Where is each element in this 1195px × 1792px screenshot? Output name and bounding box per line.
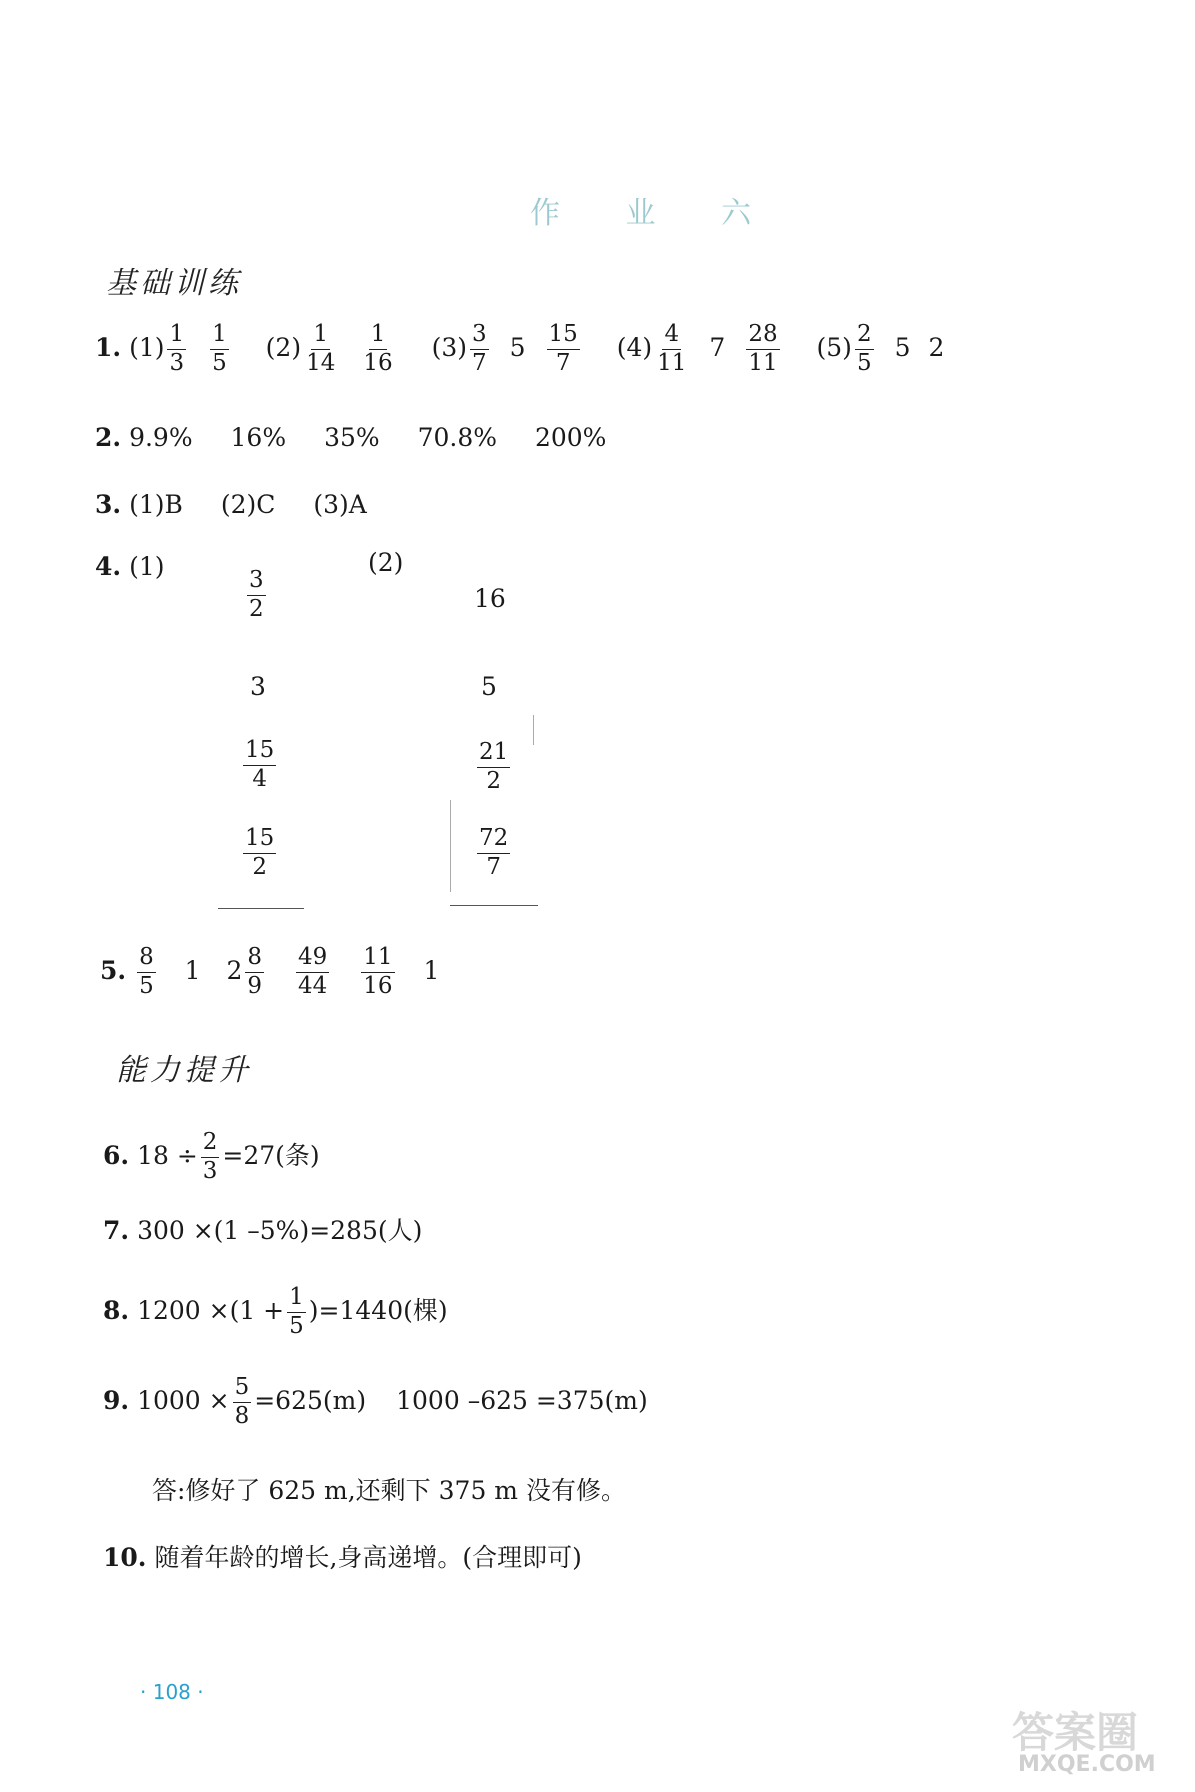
fraction: $\frac{1}{5}$ <box>289 1284 304 1339</box>
expression: 18 ÷ <box>137 1140 198 1170</box>
question-number: 4. <box>95 552 122 581</box>
answer-sentence: 答:修好了 625 m,还剩下 375 m 没有修。 <box>152 1476 626 1505</box>
question-9 <box>103 1375 648 1430</box>
answer: (3)A <box>313 490 367 519</box>
fraction: $\frac{15}{7}$ <box>548 321 578 376</box>
part-label: (3) <box>431 332 467 362</box>
fraction: $\frac{49}{44}$ <box>298 944 328 999</box>
page-title: 作 业 六 <box>530 196 780 231</box>
fraction: $\frac{8}{5}$ <box>139 944 154 999</box>
tree-value <box>240 738 279 793</box>
part-label: (2) <box>368 548 404 577</box>
question-10 <box>103 1545 582 1570</box>
fraction: $\frac{8}{9}$ <box>247 944 263 999</box>
fraction: $\frac{4}{11}$ <box>657 321 687 376</box>
value: 7 <box>709 332 726 362</box>
expression: 1000 –625 =375(m) <box>396 1385 648 1415</box>
question-8 <box>103 1285 448 1340</box>
value: 9.9% <box>129 423 193 452</box>
tree-value: 3 <box>250 672 266 701</box>
fraction: $\frac{3}{2}$ <box>249 567 264 622</box>
question-7 <box>103 1218 422 1243</box>
fraction: $\frac{1}{14}$ <box>306 321 336 376</box>
part-label: (1) <box>129 552 165 581</box>
question-5 <box>100 945 439 1000</box>
value: 70.8% <box>417 423 498 452</box>
tree-base-line <box>450 905 538 906</box>
fraction: $\frac{1}{5}$ <box>212 321 227 376</box>
value: 1 <box>423 955 440 985</box>
value: 16% <box>230 423 287 452</box>
part-label: (4) <box>616 332 653 362</box>
question-number: 5. <box>100 955 127 985</box>
question-number: 10. <box>103 1543 147 1572</box>
tree-value <box>244 568 269 623</box>
answer: (2)C <box>220 490 276 519</box>
watermark-url: MXQE.COM <box>1018 1752 1156 1777</box>
question-number: 3. <box>95 490 122 519</box>
fraction: $\frac{11}{16}$ <box>363 944 393 999</box>
value: 5 <box>509 332 526 362</box>
expression: =27(条) <box>222 1140 320 1170</box>
part-label: (2) <box>265 332 302 362</box>
tree-base-line <box>218 908 304 909</box>
part-label: (1) <box>129 332 165 362</box>
value: 5 <box>894 332 911 362</box>
value: 2 <box>226 955 243 985</box>
answer: (1)B <box>129 490 183 519</box>
tree-value <box>474 826 513 881</box>
question-number: 1. <box>95 332 122 362</box>
question-number: 6. <box>103 1140 130 1170</box>
value: 35% <box>324 423 380 452</box>
expression: 1000 × <box>137 1385 230 1415</box>
question-3 <box>95 492 367 517</box>
tree-value: 5 <box>481 672 497 701</box>
fraction: $\frac{1}{3}$ <box>169 321 185 376</box>
fraction: $\frac{3}{7}$ <box>471 321 487 376</box>
fraction: $\frac{2}{3}$ <box>202 1129 218 1184</box>
question-4 <box>95 554 164 579</box>
question-number: 9. <box>103 1385 130 1415</box>
fraction: $\frac{15}{2}$ <box>245 825 275 880</box>
fraction: $\frac{72}{7}$ <box>479 825 509 880</box>
section-heading-basic: 基础训练 <box>106 266 242 301</box>
section-heading-advanced: 能力提升 <box>116 1053 252 1088</box>
part-label: (5) <box>816 332 852 362</box>
value: 200% <box>534 423 607 452</box>
fraction: $\frac{1}{16}$ <box>363 321 393 376</box>
question-number: 7. <box>103 1216 130 1245</box>
fraction: $\frac{15}{4}$ <box>245 737 275 792</box>
watermark-logo: 答案圈 <box>1012 1708 1139 1757</box>
question-2 <box>95 425 606 450</box>
page-number: · 108 · <box>140 1680 204 1704</box>
expression: =625(m) <box>254 1385 367 1415</box>
fraction: $\frac{2}{5}$ <box>856 321 872 376</box>
expression: 1200 ×(1 + <box>137 1295 285 1325</box>
question-number: 8. <box>103 1295 130 1325</box>
tree-tick <box>533 715 534 745</box>
fraction: $\frac{5}{8}$ <box>234 1374 250 1429</box>
expression: 300 ×(1 –5%)=285(人) <box>137 1216 423 1245</box>
answer-text: 随着年龄的增长,身高递增。(合理即可) <box>154 1543 582 1572</box>
tree-value <box>240 826 279 881</box>
expression: )=1440(棵) <box>308 1295 448 1325</box>
tree-value: 16 <box>474 584 506 613</box>
tree-value <box>474 740 513 795</box>
value: 1 <box>184 955 201 985</box>
value: 2 <box>928 332 945 362</box>
fraction: $\frac{28}{11}$ <box>748 321 778 376</box>
question-6 <box>103 1130 320 1185</box>
question-number: 2. <box>95 423 122 452</box>
tree-tick <box>450 800 451 892</box>
question-1 <box>95 322 944 377</box>
fraction: $\frac{21}{2}$ <box>479 739 509 794</box>
